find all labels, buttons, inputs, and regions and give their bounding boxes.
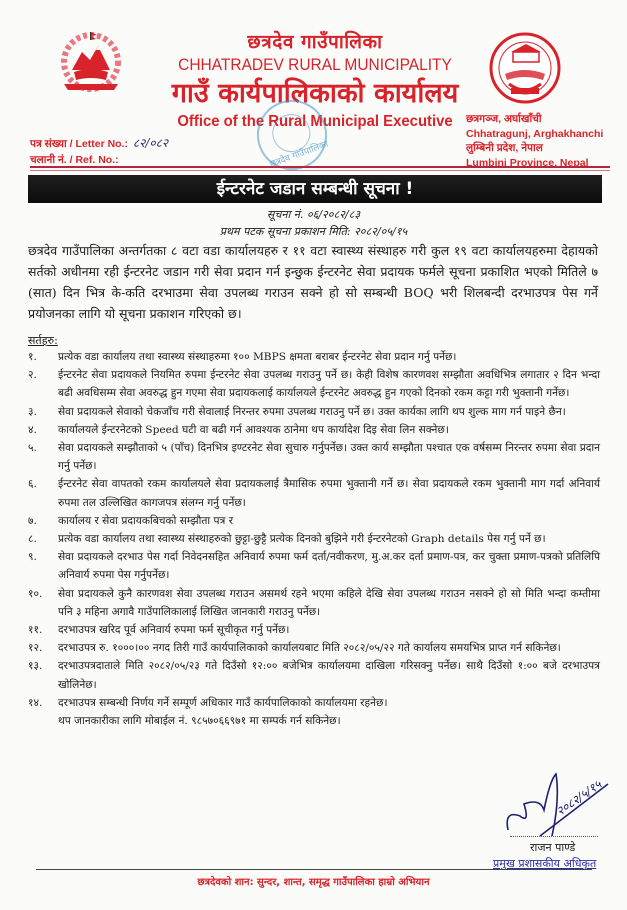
condition-item <box>28 548 600 584</box>
stamp-text: छत्रदेव गाउँपालिका <box>268 139 330 170</box>
address-line-3: लुम्बिनी प्रदेश, नेपाल <box>466 142 543 154</box>
condition-number: २. <box>28 369 37 382</box>
condition-text: ईन्टरनेट सेवा प्रदायकले नियमित रुपमा ईन्टरनेट सेवा उपलब्ध गराउनु पर्ने छ। केही विशेष कारणवश सम्झौता अवधिभित्र लगातार २ दिन भन्दा बढी अवधिसम्म सेवा अवरुद्ध हुन गएमा सेवा प्रदायकलाई कार्यालयले ईन्टरनेट अवरुद्ध हुन गएको दिनको रकम कट्टा गरी भुक्तानी गर्नेछ। <box>58 369 600 400</box>
municipality-logo-icon <box>487 30 563 108</box>
condition-number: ४. <box>28 423 37 436</box>
signature-icon <box>500 770 610 840</box>
header-divider <box>30 166 610 168</box>
condition-text: दरभाउपत्र सम्बन्धी निर्णय गर्ने सम्पूर्ण अधिकार गाउँ कार्यपालिकाको कार्यालयमा रहनेछ। <box>58 696 388 709</box>
ref-number-label: चलानी नं. / Ref. No.: <box>30 154 119 166</box>
condition-number: ९. <box>28 551 37 564</box>
letter-reference-block <box>30 136 168 168</box>
office-address <box>466 112 603 170</box>
condition-item <box>28 639 600 657</box>
nepal-government-emblem-icon <box>60 30 122 96</box>
header-divider-thin <box>30 170 610 171</box>
footer-divider <box>36 869 592 870</box>
condition-text: दरभाउपत्रदाताले मिति २०८२/०५/२३ गते दिउँसो १२:०० बजेभित्र कार्यालयमा दाखिला गरिसक्नु पर्नेछ। साथै दिउँसो १:०० बजे दरभाउपत्र खोलिनेछ। <box>58 660 600 691</box>
condition-number: ५. <box>28 442 37 455</box>
contact-line: थप जानकारीका लागि मोबाईल नं. ९८५७०६६९७१ मा सम्पर्क गर्न सकिनेछ। <box>58 715 341 728</box>
notice-intro-paragraph: छत्रदेव गाउँपालिका अन्तर्गतका ८ वटा वडा कार्यालयहरु र ११ वटा स्वास्थ्य संस्थाहरु गरी कुल १९ वटा कार्यालयहरुमा देहायको सर्तको अधीनमा रही ईन्टरनेट जडान गरी सेवा प्रदान गर्न इन्छुक ईन्टरनेट सेवा प्रदायक फर्मले सूचना प्रकाशित भएको मितिले ७ (सात) दिन भित्र के-कति दरभाउमा सेवा उपलब्ध गराउन सक्ने हो सो सम्बन्धी BOQ भरी शिलबन्दी दरभाउपत्र पेस गर्ने प्रयोजनका लागि यो सूचना प्रकाशन गरिएको छ। <box>28 243 598 321</box>
condition-text: सेवा प्रदायकले सम्झौताको ५ (पाँच) दिनभित्र इण्टरनेट सेवा सुचारु गर्नुपर्नेछ। उक्त कार्य सम्झौता पश्चात एक वर्षसम्म निरन्तर रुपमा सेवा प्रदान गर्नु पर्नेछ। <box>58 442 600 473</box>
condition-number: १२. <box>28 642 43 655</box>
condition-text: प्रत्येक वडा कार्यालय तथा स्वास्थ्य संस्थाहरुमा १०० MBPS क्षमता बराबर ईन्टरनेट सेवा प्रदान गर्नु पर्नेछ। <box>58 351 457 363</box>
notice-number: सूचना नं. ०६/२०८२/८३ <box>266 208 361 221</box>
condition-item <box>28 585 600 621</box>
condition-item <box>28 421 600 439</box>
condition-item <box>28 694 600 712</box>
letter-number-value: ८२/०८२ <box>132 136 169 150</box>
conditions-list <box>28 348 600 730</box>
condition-text: दरभाउपत्र खरिद पूर्व अनिवार्य रुपमा फर्म सूचीकृत गर्नु पर्नेछ। <box>58 624 290 637</box>
condition-text: ईन्टरनेट सेवा वापतको रकम कार्यालयले सेवा प्रदायकलाई त्रैमासिक रुपमा भुक्तानी गर्ने छ। सेवा प्रदायकले रकम भुक्तानी माग गर्दा अनिवार्य रुपमा तल उल्लिखित कागजपत्र संलग्न गर्नु पर्नेछ। <box>58 478 600 509</box>
office-name-nepali: गाउँ कार्यपालिकाको कार्यालय <box>171 78 459 109</box>
footer-motto: छत्रदेवको शान: सुन्दर, शान्त, समृद्ध गाउँपालिका हाम्रो अभियान <box>197 877 430 888</box>
condition-item <box>28 530 600 548</box>
first-publish-date: प्रथम पटक सूचना प्रकाशन मिति: २०८२/०५/१५ <box>219 225 408 238</box>
address-line-1: छत्रगञ्ज, अर्घाखाँची <box>466 113 542 125</box>
condition-text: दरभाउपत्र रु. १०००।०० नगद तिरी गाउँ कार्यपालिकाको कार्यालयबाट मिति २०८२/०५/२२ गते कार्यालय समयभित्र प्राप्त गर्न सकिनेछ। <box>58 642 561 655</box>
condition-item <box>28 439 600 475</box>
condition-number: ११. <box>28 624 43 637</box>
condition-item <box>28 366 600 402</box>
condition-number: ३. <box>28 405 37 418</box>
condition-item <box>28 657 600 693</box>
condition-number: १३. <box>28 660 43 673</box>
signatory-name: राजन पाण्डे <box>530 841 576 854</box>
municipality-name-nepali: छत्रदेव गाउँपालिका <box>247 31 383 53</box>
condition-item <box>28 621 600 639</box>
condition-number: ७. <box>28 514 37 527</box>
office-name-english: Office of the Rural Municipal Executive <box>177 113 453 130</box>
signature-line <box>510 836 598 837</box>
condition-text: कार्यालय र सेवा प्रदायकबिचको सम्झौता पत्र र <box>58 514 234 527</box>
condition-text: कार्यालयले ईन्टरनेटको Speed घटी वा बढी गर्न आवश्यक ठानेमा थप कार्यादेश दिइ सेवा लिन सक्नेछ। <box>58 423 449 436</box>
address-line-4: Lumbini Province, Nepal <box>466 156 589 169</box>
condition-item <box>28 512 600 530</box>
conditions-heading: सर्तहरु: <box>28 334 58 347</box>
condition-text: सेवा प्रदायकले दरभाउ पेस गर्दा निवेदनसहित अनिवार्य रुपमा फर्म दर्ता/नवीकरण, मु.अ.कर दर्ता प्रमाण-पत्र, कर चुक्ता प्रमाण-पत्रको प्रतिलिपि अनिवार्य रुपमा पेस गर्नुपर्नेछ। <box>58 551 600 582</box>
condition-number: १. <box>28 351 37 363</box>
condition-number: १४. <box>28 696 43 709</box>
condition-item <box>28 475 600 511</box>
condition-item <box>28 403 600 421</box>
notice-title-banner: ईन्टरनेट जडान सम्बन्धी सूचना ! <box>28 175 602 203</box>
municipality-name-english: CHHATRADEV RURAL MUNICIPALITY <box>178 56 452 74</box>
letter-number-row <box>30 136 168 152</box>
condition-text: सेवा प्रदायकले कुनै कारणवश सेवा उपलब्ध गराउन असमर्थ रहने भएमा कहिले देखि सेवा उपलब्ध गराउन नसक्ने हो सो मिति भन्दा कम्तीमा पनि ३ महिना अगावै गाउँपालिकालाई लिखित जानकारी गराउनु पर्नेछ। <box>58 587 600 618</box>
condition-number: ६. <box>28 478 37 491</box>
condition-number: ८. <box>28 533 37 546</box>
signatory-title: प्रमुख प्रशासकीय अधिकृत <box>493 857 597 870</box>
condition-text: प्रत्येक वडा कार्यालय तथा स्वास्थ्य संस्थाहरुको छुट्टा-छुट्टै प्रत्येक दिनको बुझिने गरी ईन्टरनेटको Graph details पेस गर्नु पर्ने छ। <box>58 533 546 546</box>
signature-date: २०८२/५/१५ <box>553 777 605 819</box>
condition-item <box>28 348 600 366</box>
address-line-2: Chhatragunj, Arghakhanchi <box>466 127 604 140</box>
condition-number: १०. <box>28 587 43 600</box>
condition-text: सेवा प्रदायकले सेवाको चेकजाँच गरी सेवालाई निरन्तर रुपमा उपलब्ध गराउनु पर्ने छ। उक्त कार्यका लागि थप शुल्क माग गर्न पाइने छैन। <box>58 405 566 418</box>
letter-number-label: पत्र संख्या / Letter No.: <box>30 138 128 150</box>
